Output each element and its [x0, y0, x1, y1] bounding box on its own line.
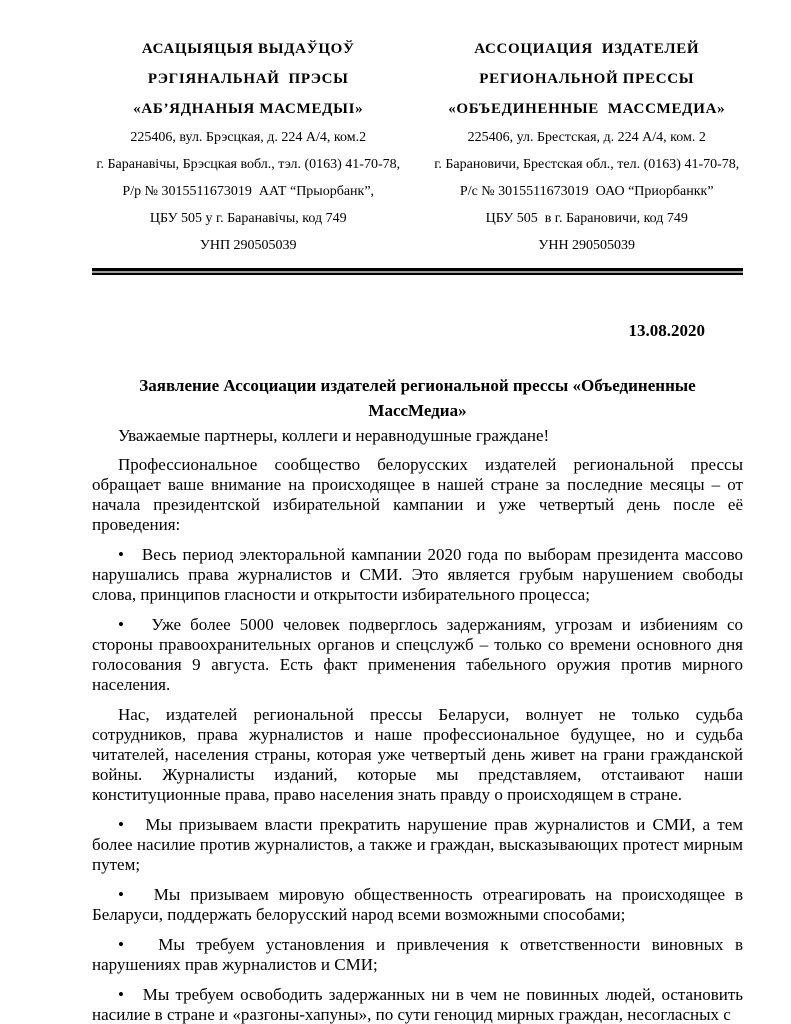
letterhead — [92, 34, 743, 259]
letterhead-divider — [92, 268, 743, 275]
bullet-item: • Уже более 5000 человек подверглось задержаниям, угрозам и избиениям со стороны правоохранительных органов и спецслужб – только со времени основного дня голосования 9 августа. Есть факт применения табельного оружия против мирного населения. — [92, 615, 743, 694]
paragraph: Профессиональное сообщество белорусских издателей региональной прессы обращает ваше внимание на происходящее в нашей стране за последние месяцы – от начала президентской избирательной кампании и уже четвертый день после её проведения: — [92, 455, 743, 534]
bullet-item: • Мы призываем мировую общественность отреагировать на происходящее в Беларуси, поддержать белорусский народ всеми возможными способами; — [92, 885, 743, 924]
body-paragraphs — [92, 455, 743, 1024]
organization-name-block — [92, 34, 405, 124]
organization-detail-line: ЦБУ 505 в г. Барановичи, код 749 — [485, 211, 688, 226]
organization-detail-line: УНН 290505039 — [538, 238, 636, 253]
document-title-line: Заявление Ассоциации издателей региональной прессы «Объединенные — [139, 376, 696, 395]
organization-name-line: «ОБЪЕДИНЕННЫЕ МАССМЕДИА» — [448, 101, 726, 117]
organization-detail-line: ЦБУ 505 у г. Баранавічы, код 749 — [149, 211, 347, 226]
organization-detail-line: УНП 290505039 — [199, 238, 297, 253]
organization-name-line: АСАЦЫЯЦЫЯ ВЫДАЎЦОЎ — [141, 41, 355, 57]
document-title-line: МассМедиа» — [368, 400, 467, 420]
organization-detail-line: Р/р № 3015511673019 ААТ “Прыорбанк”, — [122, 184, 375, 199]
organization-detail-line: г. Барановичи, Брестская обл., тел. (0163) 41-70-78, — [434, 157, 740, 172]
organization-detail-line: г. Баранавічы, Брэсцкая вобл., тэл. (0163) 41-70-78, — [96, 157, 401, 172]
letterhead-column-belarusian — [92, 34, 405, 259]
document-title — [92, 374, 743, 423]
organization-detail-line: Р/с № 3015511673019 ОАО “Приорбанкк” — [459, 184, 714, 199]
paragraph: Нас, издателей региональной прессы Беларуси, волнует не только судьба сотрудников, права журналистов и наше профессиональное будущее, но и судьба читателей, населения страны, которая уже четвертый день живет на грани гражданской войны. Журналисты изданий, которые мы представляем, отстаивают наши конституционные права, право населения знать правду о происходящем в стране. — [92, 705, 743, 804]
bullet-item: • Мы требуем освободить задержанных ни в чем не повинных людей, остановить насилие в стране и «разгоны-хапуны», по сути геноцид мирных граждан, несогласных с — [92, 985, 743, 1024]
organization-name-line: РЭГІЯНАЛЬНАЙ ПРЭСЫ — [147, 71, 349, 87]
organization-detail-line: 225406, ул. Брестская, д. 224 А/4, ком. 2 — [467, 130, 706, 145]
letterhead-column-russian — [431, 34, 744, 259]
organization-name-line: АССОЦИАЦИЯ ИЗДАТЕЛЕЙ — [474, 41, 700, 57]
organization-details-block — [92, 124, 405, 259]
organization-detail-line: 225406, вул. Брэсцкая, д. 224 А/4, ком.2 — [130, 130, 367, 145]
organization-name-line: «АБ’ЯДНАНЫЯ МАСМЕДЫІ» — [133, 101, 364, 117]
bullet-item: • Весь период электоральной кампании 2020 года по выборам президента массово нарушались права журналистов и СМИ. Это является грубым нарушением свободы слова, принципов гласности и открытости избирательного процесса; — [92, 545, 743, 604]
organization-name-block — [431, 34, 744, 124]
bullet-item: • Мы требуем установления и привлечения к ответственности виновных в нарушениях прав журналистов и СМИ; — [92, 935, 743, 974]
bullet-item: • Мы призываем власти прекратить нарушение прав журналистов и СМИ, а тем более насилие против журналистов, а также и граждан, высказывающих протест мирным путем; — [92, 815, 743, 874]
organization-name-line: РЕГИОНАЛЬНОЙ ПРЕССЫ — [479, 71, 695, 87]
organization-details-block — [431, 124, 744, 259]
document-date: 13.08.2020 — [628, 321, 705, 340]
salutation: Уважаемые партнеры, коллеги и неравнодушные граждане! — [118, 426, 550, 445]
